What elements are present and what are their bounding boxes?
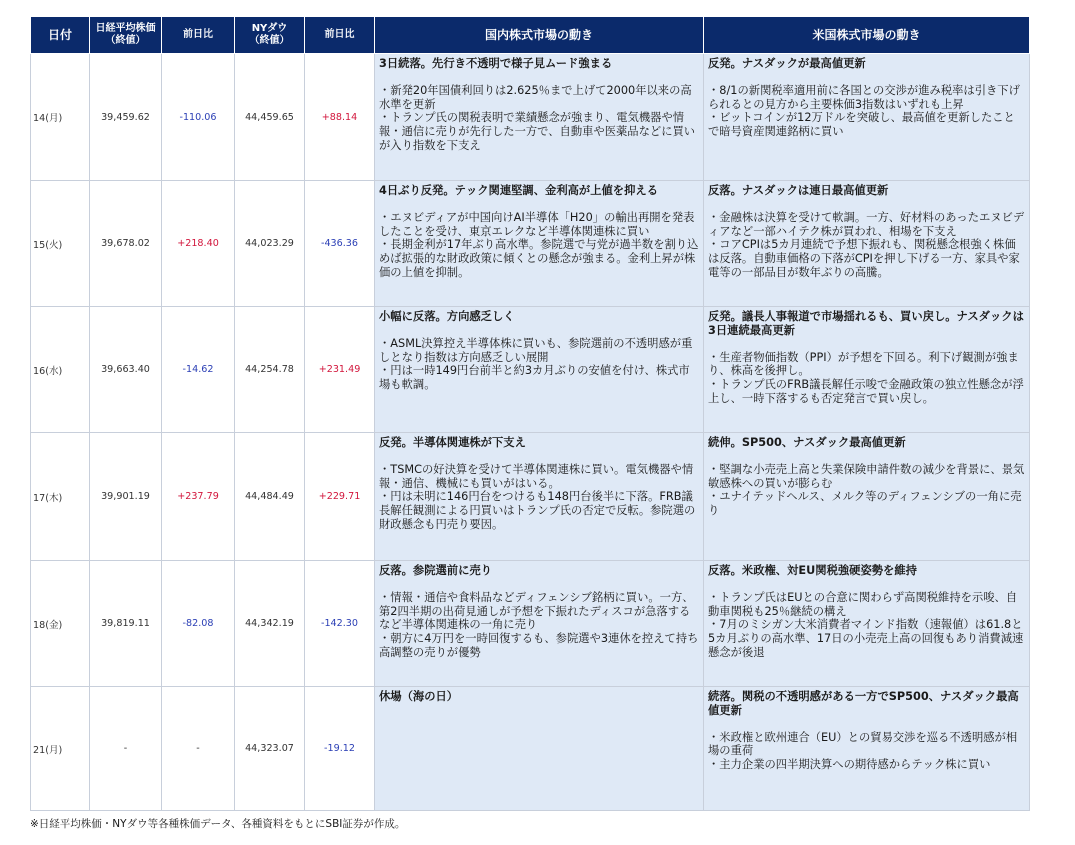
us-bullet: ・堅調な小売売上高と失業保険申請件数の減少を背景に、景気敏感株への買いが膨らむ <box>708 462 1025 490</box>
dow-close-cell: 44,459.65 <box>235 54 305 181</box>
dow-diff-cell: -142.30 <box>305 561 375 687</box>
nikkei-close-cell: 39,901.19 <box>90 433 162 561</box>
us-headline: 続伸。SP500、ナスダック最高値更新 <box>708 436 906 449</box>
us-headline: 反発。議長人事報道で市場揺れるも、買い戻し。ナスダックは3日連続最高更新 <box>708 310 1024 337</box>
domestic-bullet: ・朝方に4万円を一時回復するも、参院選や3連休を控えて持ち高調整の売りが優勢 <box>379 632 699 659</box>
us-bullet: ・米政権と欧州連合（EU）との貿易交渉を巡る不透明感が相場の重荷 <box>708 730 1018 758</box>
dow-diff-cell: +229.71 <box>305 433 375 561</box>
header-dow-line2: （終値） <box>249 35 290 46</box>
domestic-bullet: ・ASML決算控え半導体株に買いも、参院選前の不透明感が重しとなり指数は方向感乏しい展開 <box>379 336 693 364</box>
spacer <box>379 450 699 463</box>
dow-diff-cell: -19.12 <box>305 687 375 811</box>
nikkei-close-cell: 39,678.02 <box>90 181 162 307</box>
header-dow-diff: 前日比 <box>305 17 375 54</box>
nikkei-close-cell: - <box>90 687 162 811</box>
us-bullet: ・トランプ氏のFRB議長解任示唆で金融政策の独立性懸念が浮上し、一時下落するも否定発言で買い戻し。 <box>708 378 1024 405</box>
domestic-comment-cell <box>375 561 704 687</box>
spacer <box>708 338 1025 351</box>
us-bullet: ・金融株は決算を受けて軟調。一方、好材料のあったエヌビディアなど一部ハイテク株が買われ、相場を下支え <box>708 210 1025 238</box>
domestic-headline: 反発。半導体関連株が下支え <box>379 436 526 449</box>
spacer <box>379 198 699 211</box>
us-comment-cell <box>704 54 1030 181</box>
domestic-comment-cell <box>375 307 704 433</box>
domestic-comment-cell <box>375 433 704 561</box>
us-comment-cell <box>704 433 1030 561</box>
us-comment-cell <box>704 687 1030 811</box>
spacer <box>708 450 1025 463</box>
domestic-comment-cell <box>375 687 704 811</box>
footnote: ※日経平均株価・NYダウ等各種株価データ、各種資料をもとにSBI証券が作成。 <box>30 818 406 830</box>
us-bullet: ・コアCPIは5カ月連続で予想下振れも、関税懸念根強く株価は反落。自動車価格の下落がCPIを押し下げる一方、家具や家電等の一部品目が数年ぶりの高騰。 <box>708 238 1020 279</box>
dow-close-cell: 44,323.07 <box>235 687 305 811</box>
dow-close-cell: 44,023.29 <box>235 181 305 307</box>
domestic-bullet: ・円は一時149円台前半と約3カ月ぶりの安値を付け、株式市場も軟調。 <box>379 364 690 392</box>
domestic-bullet: ・トランプ氏の関税表明で業績懸念が強まり、電気機器や情報・通信に売りが先行した一方で、自動車や医薬品などに買いが入り指数を下支え <box>379 111 696 152</box>
us-comment-cell <box>704 181 1030 307</box>
us-bullet: ・8/1の新関税率適用前に各国との交渉が進み税率は引き下げられるとの見方から主要株価3指数はいずれも上昇 <box>708 83 1020 111</box>
header-row <box>31 17 1030 54</box>
spacer <box>379 71 699 84</box>
table-row <box>31 561 1030 687</box>
us-comment-cell <box>704 307 1030 433</box>
domestic-headline: 小幅に反落。方向感乏しく <box>379 310 515 323</box>
domestic-bullet: ・円は未明に146円台をつけるも148円台後半に下落。FRB議長解任観測による円買いはトランプ氏の否定で反転。参院選の財政懸念も円売り要因。 <box>379 490 696 531</box>
us-bullet: ・ユナイテッドヘルス、メルク等のディフェンシブの一角に売り <box>708 490 1022 518</box>
table-row <box>31 307 1030 433</box>
header-nikkei-line1: 日経平均株価 <box>95 23 156 34</box>
spacer <box>379 324 699 337</box>
dow-close-cell: 44,254.78 <box>235 307 305 433</box>
date-cell: 21(月) <box>31 687 90 811</box>
header-us: 米国株式市場の動き <box>704 17 1030 54</box>
spacer <box>379 578 699 591</box>
nikkei-close-cell: 39,459.62 <box>90 54 162 181</box>
table-row <box>31 54 1030 181</box>
nikkei-diff-cell: - <box>162 687 235 811</box>
us-bullet: ・生産者物価指数（PPI）が予想を下回る。利下げ観測が強まり、株高を後押し。 <box>708 350 1019 378</box>
nikkei-close-cell: 39,663.40 <box>90 307 162 433</box>
nikkei-diff-cell: +218.40 <box>162 181 235 307</box>
us-headline: 反発。ナスダックが最高値更新 <box>708 57 866 70</box>
table-row <box>31 181 1030 307</box>
domestic-bullet: ・情報・通信や食料品などディフェンシブ銘柄に買い。一方、第2四半期の出荷見通しが予想を下振れたディスコが急落するなど半導体関連株の一角に売り <box>379 590 694 632</box>
domestic-bullet: ・新発20年国債利回りは2.625％まで上げて2000年以来の高水準を更新 <box>379 83 692 111</box>
us-bullet: ・7月のミシガン大米消費者マインド指数（速報値）は61.8と5カ月ぶりの高水準、17日の小売売上高の回復もあり消費減速懸念が後退 <box>708 618 1024 659</box>
nikkei-diff-cell: -14.62 <box>162 307 235 433</box>
table-row <box>31 687 1030 811</box>
us-bullet: ・ビットコインが12万ドルを突破し、最高値を更新したことで暗号資産関連銘柄に買い <box>708 111 1015 139</box>
domestic-bullet: ・TSMCの好決算を受けて半導体関連株に買い。電気機器や情報・通信、機械にも買いがはいる。 <box>379 462 694 490</box>
date-cell: 14(月) <box>31 54 90 181</box>
header-dow <box>235 17 305 54</box>
dow-close-cell: 44,484.49 <box>235 433 305 561</box>
us-headline: 反落。米政権、対EU関税強硬姿勢を維持 <box>708 564 917 577</box>
header-dow-line1: NYダウ <box>251 23 288 34</box>
date-cell: 18(金) <box>31 561 90 687</box>
header-nikkei <box>90 17 162 54</box>
domestic-comment-cell <box>375 54 704 181</box>
domestic-comment-cell <box>375 181 704 307</box>
spacer <box>708 718 1025 731</box>
date-cell: 15(火) <box>31 181 90 307</box>
date-cell: 16(水) <box>31 307 90 433</box>
header-date: 日付 <box>31 17 90 54</box>
spacer <box>708 578 1025 591</box>
dow-diff-cell: +231.49 <box>305 307 375 433</box>
nikkei-close-cell: 39,819.11 <box>90 561 162 687</box>
domestic-headline: 反落。参院選前に売り <box>379 564 492 577</box>
us-headline: 続落。関税の不透明感がある一方でSP500、ナスダック最高値更新 <box>708 690 1019 717</box>
header-nikkei-line2: （終値） <box>105 35 146 46</box>
market-table <box>30 16 1030 811</box>
dow-close-cell: 44,342.19 <box>235 561 305 687</box>
us-bullet: ・トランプ氏はEUとの合意に関わらず高関税維持を示唆、自動車関税も25％継続の構え <box>708 590 1018 618</box>
header-domestic: 国内株式市場の動き <box>375 17 704 54</box>
dow-diff-cell: +88.14 <box>305 54 375 181</box>
nikkei-diff-cell: -110.06 <box>162 54 235 181</box>
date-cell: 17(木) <box>31 433 90 561</box>
domestic-headline: 4日ぶり反発。テック関連堅調、金利高が上値を抑える <box>379 184 658 197</box>
nikkei-diff-cell: -82.08 <box>162 561 235 687</box>
header-nikkei-diff: 前日比 <box>162 17 235 54</box>
domestic-headline: 3日続落。先行き不透明で様子見ムード強まる <box>379 57 613 70</box>
us-bullet: ・主力企業の四半期決算への期待感からテック株に買い <box>708 758 991 772</box>
nikkei-diff-cell: +237.79 <box>162 433 235 561</box>
us-comment-cell <box>704 561 1030 687</box>
table-row <box>31 433 1030 561</box>
us-headline: 反落。ナスダックは連日最高値更新 <box>708 184 889 197</box>
domestic-bullet: ・長期金利が17年ぶり高水準。参院選で与党が過半数を割り込めば拡張的な財政政策に傾くとの懸念が強まる。金利上昇が株価の上値を抑制。 <box>379 238 699 279</box>
spacer <box>708 198 1025 211</box>
dow-diff-cell: -436.36 <box>305 181 375 307</box>
domestic-headline: 休場（海の日） <box>379 690 459 703</box>
spacer <box>708 71 1025 84</box>
domestic-bullet: ・エヌビディアが中国向けAI半導体「H20」の輸出再開を発表したことを受け、東京エレクなど半導体関連株に買い <box>379 210 695 238</box>
